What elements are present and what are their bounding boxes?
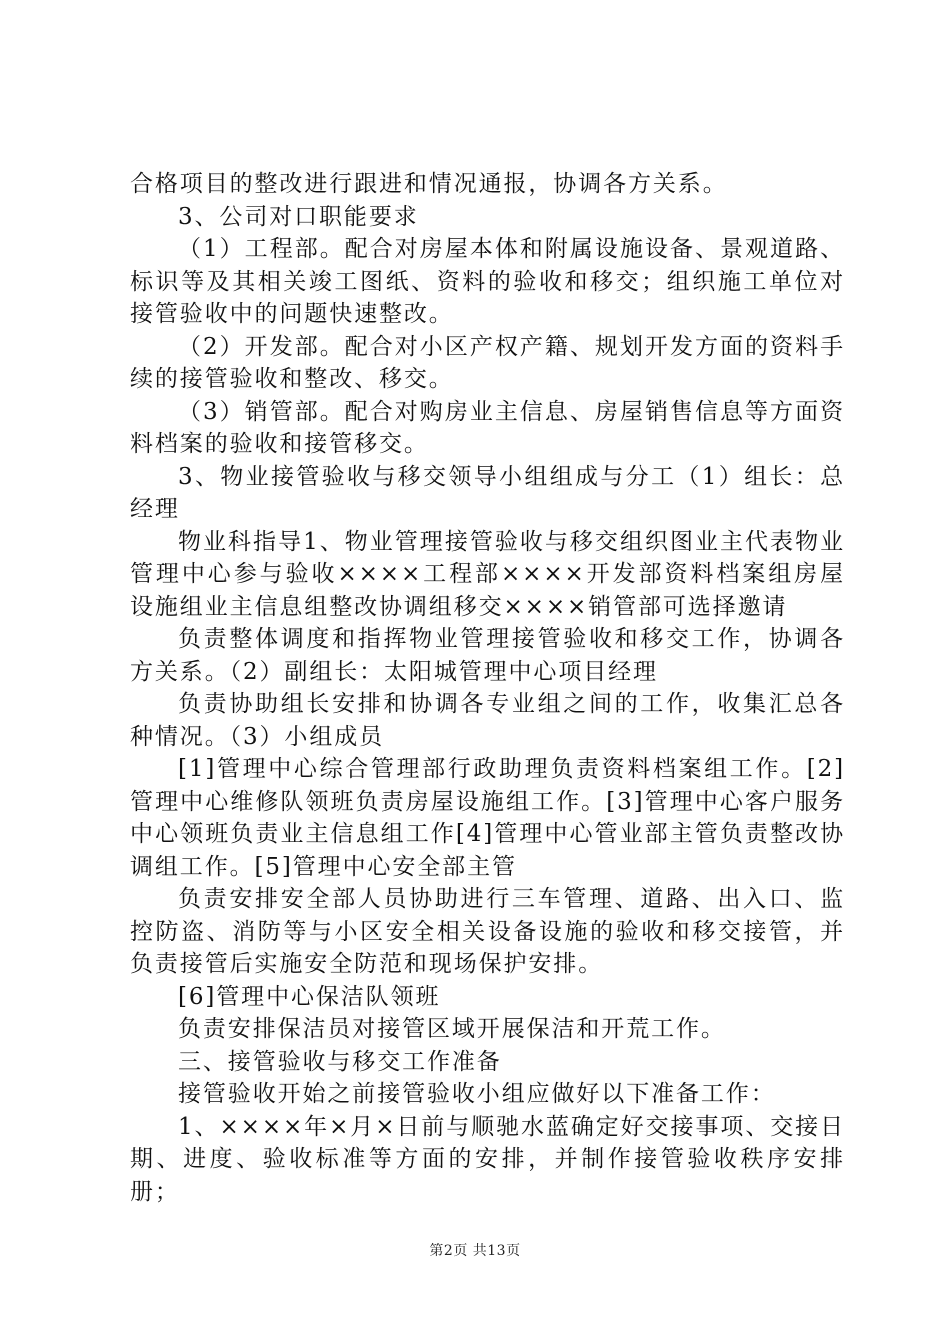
paragraph: （3）销管部。配合对购房业主信息、房屋销售信息等方面资料档案的验收和接管移交。	[130, 398, 845, 457]
document-body	[130, 168, 845, 1208]
paragraph: 负责安排保洁员对接管区域开展保洁和开荒工作。	[178, 1016, 726, 1042]
paragraph: 合格项目的整改进行跟进和情况通报，协调各方关系。	[130, 171, 728, 197]
paragraph: 物业科指导1、物业管理接管验收与移交组织图业主代表物业管理中心参与验收××××工程部××××开发部资料档案组房屋设施组业主信息组整改协调组移交××××销管部可选择邀请	[130, 528, 845, 620]
paragraph: 3、物业接管验收与移交领导小组组成与分工（1）组长：总经理	[130, 463, 845, 522]
paragraph: （2）开发部。配合对小区产权产籍、规划开发方面的资料手续的接管验收和整改、移交。	[130, 333, 845, 392]
paragraph: 三、接管验收与移交工作准备	[178, 1048, 502, 1075]
paragraph: 负责协助组长安排和协调各专业组之间的工作，收集汇总各种情况。（3）小组成员	[130, 691, 845, 750]
paragraph: [1]管理中心综合管理部行政助理负责资料档案组工作。[2]管理中心维修队领班负责房屋设施组工作。[3]管理中心客户服务中心领班负责业主信息组工作[4]管理中心管业部主管负责整改协调组工作。[5]管理中心安全部主管	[130, 756, 845, 880]
page-footer	[0, 1240, 950, 1260]
paragraph: 负责整体调度和指挥物业管理接管验收和移交工作，协调各方关系。（2）副组长：太阳城管理中心项目经理	[130, 626, 845, 685]
paragraph: 1、××××年×月×日前与顺驰水蓝确定好交接事项、交接日期、进度、验收标准等方面的安排，并制作接管验收秩序安排册；	[130, 1113, 845, 1205]
paragraph: 接管验收开始之前接管验收小组应做好以下准备工作：	[178, 1081, 776, 1107]
paragraph: （1）工程部。配合对房屋本体和附属设施设备、景观道路、标识等及其相关竣工图纸、资料的验收和移交；组织施工单位对接管验收中的问题快速整改。	[130, 236, 845, 327]
paragraph: [6]管理中心保洁队领班	[178, 983, 441, 1010]
paragraph: 3、公司对口职能要求	[178, 203, 419, 230]
paragraph: 负责安排安全部人员协助进行三车管理、道路、出入口、监控防盗、消防等与小区安全相关设备设施的验收和移交接管，并负责接管后实施安全防范和现场保护安排。	[130, 886, 845, 977]
page-number-label: 第2页 共13页	[429, 1243, 521, 1259]
